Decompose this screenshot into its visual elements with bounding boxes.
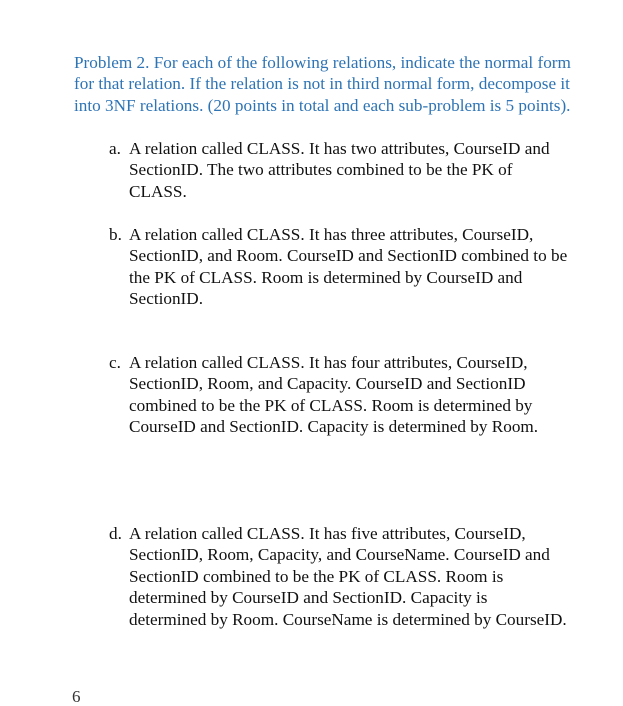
problem-2-header: Problem 2. For each of the following relations, indicate the normal form for that relation. If the relation is not in third normal form, decompose it into 3NF relations. (20 points in total and each sub-problem is 5 points). (74, 53, 571, 115)
subproblem-c (109, 352, 569, 438)
subproblem-b-text: A relation called CLASS. It has three attributes, CourseID, SectionID, and Room. CourseID and SectionID combined to be the PK of CLASS. Room is determined by CourseID and SectionID. (129, 225, 568, 309)
subproblem-b (109, 224, 569, 310)
subproblem-d (109, 523, 569, 630)
subproblem-a (109, 138, 569, 202)
subproblem-b-letter: b. (109, 225, 122, 244)
subproblem-c-letter: c. (109, 353, 121, 372)
subproblem-a-text: A relation called CLASS. It has two attributes, CourseID and SectionID. The two attributes combined to be the PK of CLASS. (129, 139, 550, 201)
subproblem-d-letter: d. (109, 524, 122, 543)
subproblem-c-text: A relation called CLASS. It has four attributes, CourseID, SectionID, Room, and Capacity. CourseID and SectionID combined to be the PK of CLASS. Room is determined by CourseID and SectionID. Capacity is determined by Room. (129, 353, 539, 437)
subproblem-d-text: A relation called CLASS. It has five attributes, CourseID, SectionID, Room, Capacity, and CourseName. CourseID and SectionID combined to be the PK of CLASS. Room is determined by CourseID and SectionID. Capacity is determined by Room. CourseName is determined by CourseID. (129, 524, 567, 629)
page-number-fragment: 6 (72, 687, 81, 706)
subproblem-a-letter: a. (109, 139, 121, 158)
